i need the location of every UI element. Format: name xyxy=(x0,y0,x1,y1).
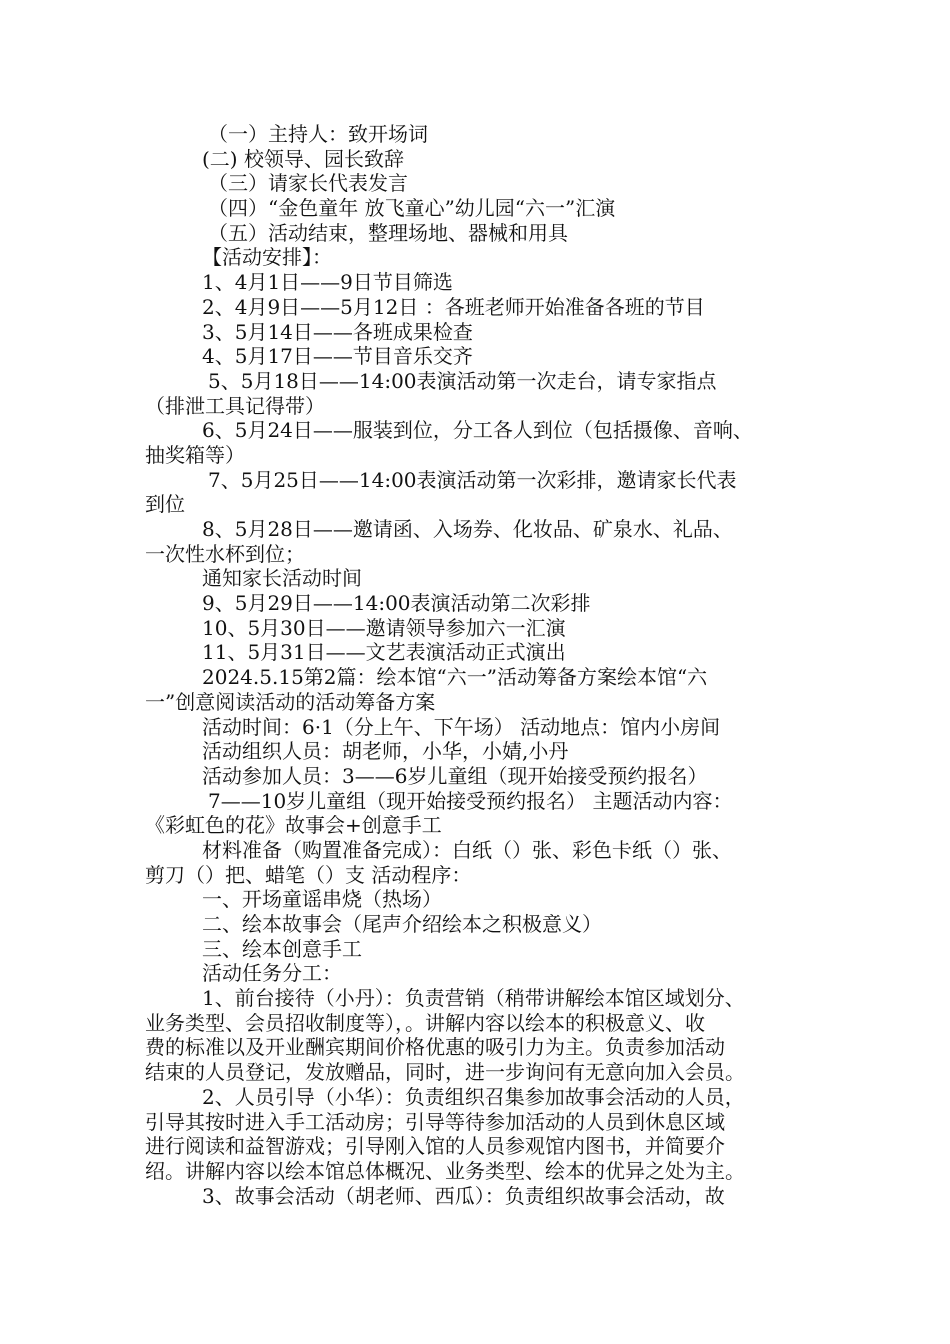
text-line: 1、4月1日——9日节目筛选 xyxy=(202,270,453,295)
text-line: 业务类型、会员招收制度等），。讲解内容以绘本的积极意义、收 xyxy=(145,1010,705,1035)
document-body xyxy=(145,122,810,1208)
text-line: 引导其按时进入手工活动房；引导等待参加活动的人员到休息区域 xyxy=(145,1109,725,1134)
text-line: 【活动安排】： xyxy=(202,245,332,270)
text-line: 6、5月24日——服装到位，分工各人到位（包括摄像、音响、 xyxy=(202,418,753,443)
text-line: 7、5月25日——14:00表演活动第一次彩排，邀请家长代表 xyxy=(208,467,737,492)
text-line: 《彩虹色的花》故事会+创意手工 xyxy=(145,813,442,838)
text-line: 4、5月17日——节目音乐交齐 xyxy=(202,344,473,369)
text-line: 活动任务分工： xyxy=(202,961,342,986)
text-line: 材料准备（购置准备完成）：白纸（）张、彩色卡纸（）张、 xyxy=(202,837,732,862)
text-line: （四）“金色童年 放飞童心”幼儿园“六一”汇演 xyxy=(208,196,616,221)
text-line: 一、开场童谣串烧（热场） xyxy=(202,887,442,912)
text-line: 2024.5.15第2篇：绘本馆“六一”活动筹备方案绘本馆“六 xyxy=(202,665,708,690)
text-line: 二、绘本故事会（尾声介绍绘本之积极意义） xyxy=(202,912,602,936)
text-line: 通知家长活动时间 xyxy=(202,566,362,591)
text-line: 一”创意阅读活动的活动筹备方案 xyxy=(145,689,436,714)
text-line: 剪刀（）把、蜡笔（）支 活动程序： xyxy=(145,862,472,887)
text-line: 1、前台接待（小丹）：负责营销（稍带讲解绘本馆区域划分、 xyxy=(202,986,745,1011)
text-line: 活动组织人员：胡老师，小华，小婧,小丹 xyxy=(202,739,569,764)
text-line: 3、5月14日——各班成果检查 xyxy=(202,319,473,344)
text-line: 抽奖箱等） xyxy=(145,442,245,467)
text-line: 11、5月31日——文艺表演活动正式演出 xyxy=(202,640,566,665)
text-line: （五）活动结束，整理场地、器械和用具 xyxy=(208,220,568,245)
text-line: 结束的人员登记，发放赠品，同时，进一步询问有无意向加入会员。 xyxy=(145,1060,745,1085)
text-line: (二) 校领导、园长致辞 xyxy=(202,146,404,171)
text-line: 费的标准以及开业酬宾期间价格优惠的吸引力为主。负责参加活动 xyxy=(145,1035,725,1060)
text-line: 活动时间：6·1（分上午、下午场） 活动地点：馆内小房间 xyxy=(202,714,721,739)
text-line: 到位 xyxy=(145,492,185,517)
text-line: （排泄工具记得带） xyxy=(145,393,325,418)
text-line: 活动参加人员：3——6岁儿童组（现开始接受预约报名） xyxy=(202,763,708,788)
text-line: （三）请家长代表发言 xyxy=(208,171,408,196)
text-line: 绍。讲解内容以绘本馆总体概况、业务类型、绘本的优异之处为主。 xyxy=(145,1158,745,1183)
text-line: 10、5月30日——邀请领导参加六一汇演 xyxy=(202,615,566,640)
text-line: 9、5月29日——14:00表演活动第二次彩排 xyxy=(202,591,591,616)
text-line: （一）主持人：致开场词 xyxy=(208,122,428,146)
text-line: 一次性水杯到位； xyxy=(145,541,305,566)
text-line: 7——10岁儿童组（现开始接受预约报名） 主题活动内容： xyxy=(208,788,733,813)
text-line: 2、4月9日——5月12日 ：各班老师开始准备各班的节目 xyxy=(202,294,705,319)
text-line: 2、人员引导（小华）：负责组织召集参加故事会活动的人员， xyxy=(202,1084,745,1109)
text-line: 3、故事会活动（胡老师、西瓜）：负责组织故事会活动，故 xyxy=(202,1183,725,1208)
text-line: 8、5月28日——邀请函、入场券、化妆品、矿泉水、礼品、 xyxy=(202,517,733,541)
text-line: 5、5月18日——14:00表演活动第一次走台，请专家指点 xyxy=(208,368,717,393)
text-line: 三、绘本创意手工 xyxy=(202,936,362,961)
text-line: 进行阅读和益智游戏；引导刚入馆的人员参观馆内图书，并简要介 xyxy=(145,1134,725,1159)
